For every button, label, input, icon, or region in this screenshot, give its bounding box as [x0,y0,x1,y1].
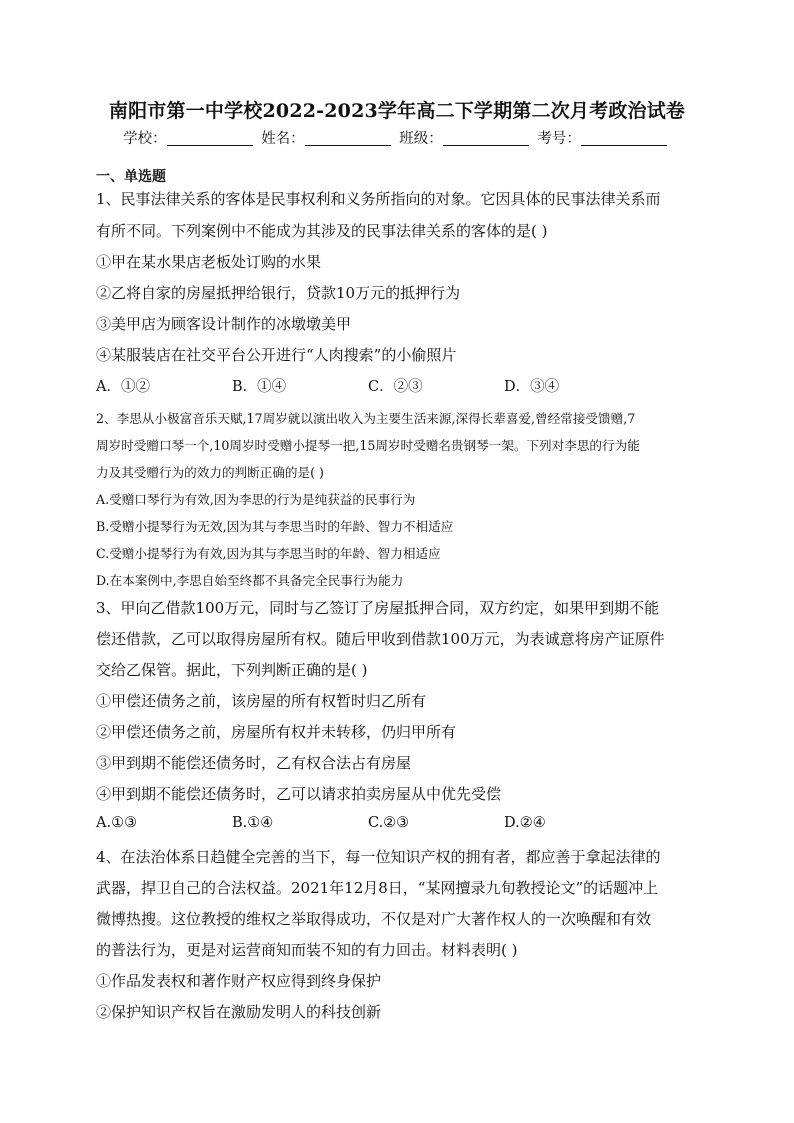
q3-options [96,815,546,831]
q1-option-c[interactable]: C．②③ [368,379,423,395]
q2-option-b[interactable]: B.受赠小提琴行为无效,因为其与李思当时的年龄、智力不相适应 [96,519,454,534]
q2-option-a[interactable]: A.受赠口琴行为有效,因为李思的行为是纯获益的民事行为 [96,492,416,507]
q4-stem-line3: 微博热搜。这位教授的维权之举取得成功，不仅是对广大著作权人的一次唤醒和有效 [96,910,652,928]
name-blank[interactable] [305,131,391,146]
q3-item: ③甲到期不能偿还债务时，乙有权合法占有房屋 [96,754,412,772]
q3-stem-line2: 偿还借款，乙可以取得房屋所有权。随后甲收到借款100万元，为表诚意将房产证原件 [96,630,665,648]
q2-option-d[interactable]: D.在本案例中,李思自始至终都不具备完全民事行为能力 [96,573,404,588]
q2-stem-line3: 力及其受赠行为的效力的判断正确的是( ) [96,465,324,480]
q4-item: ①作品发表权和著作财产权应得到终身保护 [96,972,382,990]
class-label: 班级： [399,131,443,147]
class-blank[interactable] [443,131,529,146]
q1-item: ①甲在某水果店老板处订购的水果 [96,253,322,271]
q4-stem-line1: 4、在法治体系日趋健全完善的当下，每一位知识产权的拥有者，都应善于拿起法律的 [96,848,661,866]
q1-stem-line2: 有所不同。下列案例中不能成为其涉及的民事法律关系的客体的是( ) [96,222,548,240]
q1-options [96,375,559,396]
student-info-line [0,127,794,148]
q1-stem-line1: 1、民事法律关系的客体是民事权利和义务所指向的对象。它因具体的民事法律关系而 [96,190,661,208]
q3-option-b[interactable]: B.①④ [232,815,274,831]
q1-option-b[interactable]: B．①④ [232,379,287,395]
q1-item: ②乙将自家的房屋抵押给银行，贷款10万元的抵押行为 [96,284,461,302]
q1-option-a[interactable]: A．①② [96,379,150,395]
q2-option-c[interactable]: C.受赠小提琴行为有效,因为其与李思当时的年龄、智力相适应 [96,546,441,561]
q3-item: ②甲偿还债务之前，房屋所有权并未转移，仍归甲所有 [96,723,457,741]
q3-stem-line1: 3、甲向乙借款100万元，同时与乙签订了房屋抵押合同，双方约定，如果甲到期不能 [96,599,660,617]
q1-item: ③美甲店为顾客设计制作的冰墩墩美甲 [96,315,352,333]
q3-option-a[interactable]: A.①③ [96,815,138,831]
q4-item: ②保护知识产权旨在激励发明人的科技创新 [96,1003,382,1021]
q4-stem-line4: 的普法行为，更是对运营商知而装不知的有力回击。材料表明( ) [96,941,518,959]
section-heading: 一、单选题 [96,169,166,185]
school-blank[interactable] [167,131,253,146]
q3-option-c[interactable]: C.②③ [368,815,410,831]
q2-stem-line1: 2、李思从小极富音乐天赋,17周岁就以演出收入为主要生活来源,深得长辈喜爱,曾经常接受馈赠,7 [96,411,636,426]
q1-item: ④某服装店在社交平台公开进行“人肉搜索”的小偷照片 [96,346,457,364]
exam-no-label: 考号： [537,131,581,147]
q2-stem-line2: 周岁时受赠口琴一个,10周岁时受赠小提琴一把,15周岁时受赠名贵钢琴一架。下列对李思的行为能 [96,438,640,453]
q1-option-d[interactable]: D．③④ [504,379,560,395]
school-label: 学校： [123,131,167,147]
q3-stem-line3: 交给乙保管。据此，下列判断正确的是( ) [96,661,368,679]
q3-option-d[interactable]: D.②④ [504,815,546,831]
q3-item: ①甲偿还债务之前，该房屋的所有权暂时归乙所有 [96,692,427,710]
exam-no-blank[interactable] [581,131,667,146]
name-label: 姓名： [261,131,305,147]
q4-stem-line2: 武器，捍卫自己的合法权益。2021年12月8日，“某网擅录九旬教授论文”的话题冲上 [96,879,659,897]
exam-title: 南阳市第一中学校2022-2023学年高二下学期第二次月考政治试卷 [108,100,686,122]
q3-item: ④甲到期不能偿还债务时，乙可以请求拍卖房屋从中优先受偿 [96,785,502,803]
